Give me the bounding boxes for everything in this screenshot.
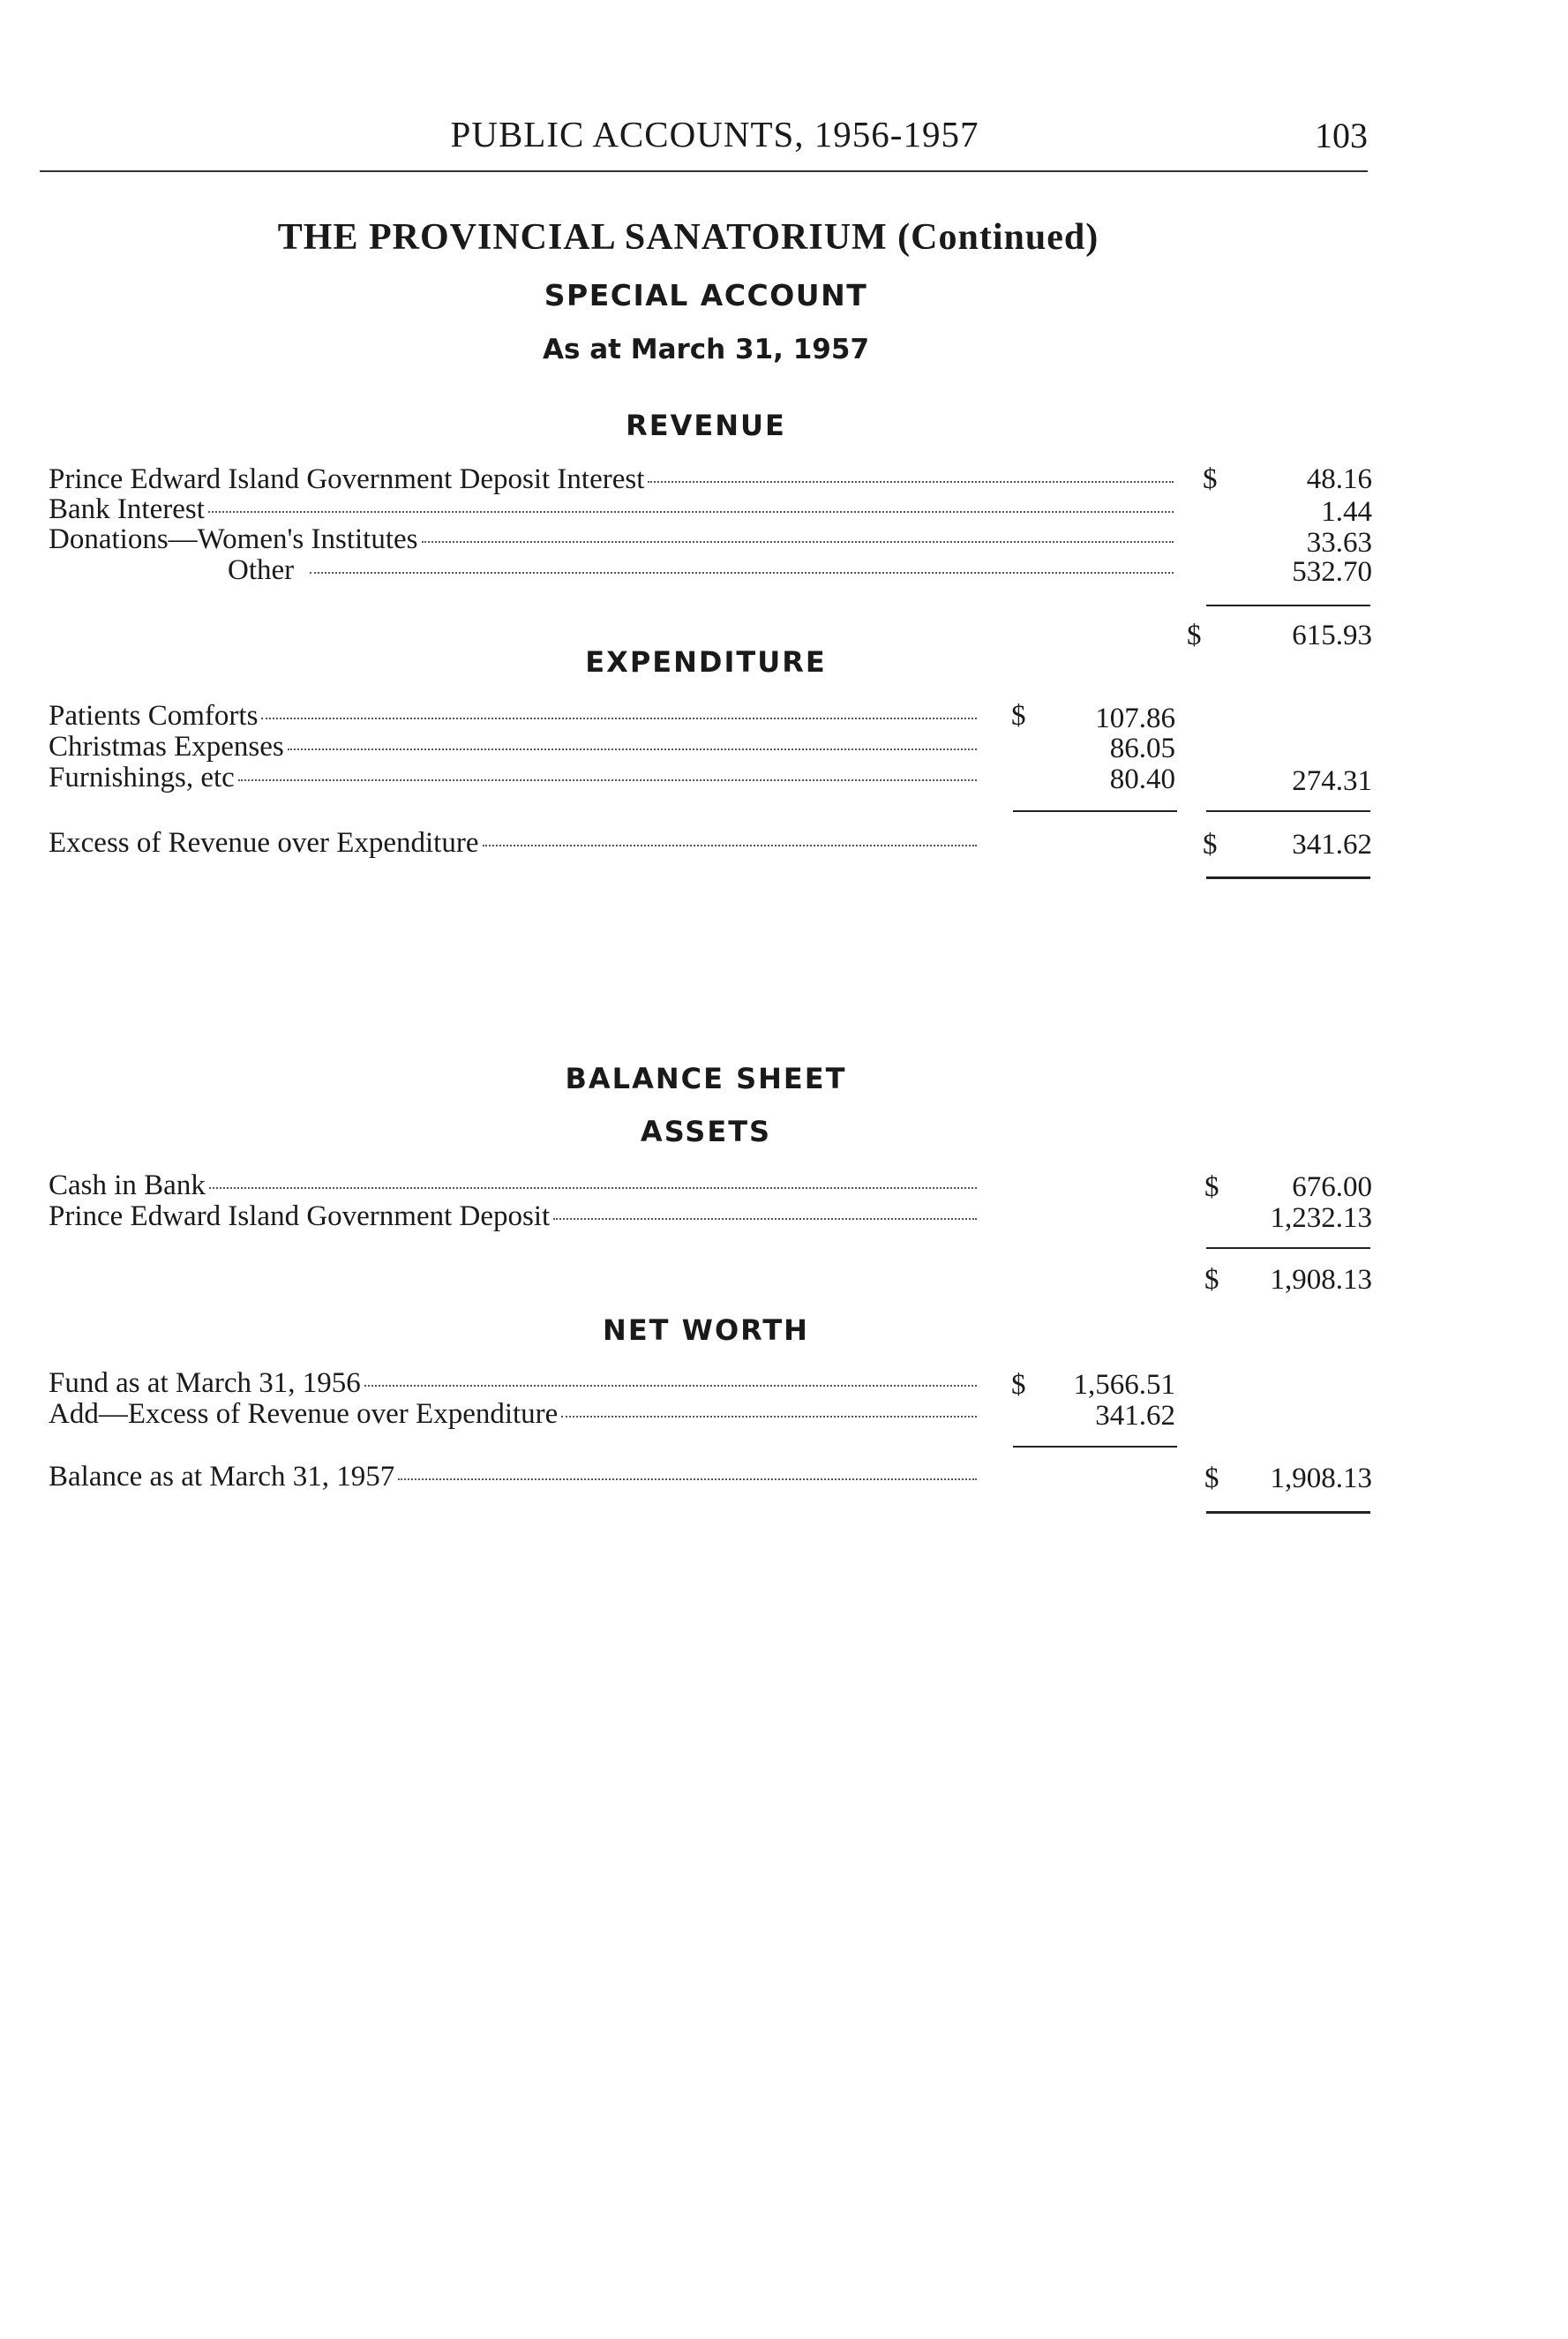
section-title: THE PROVINCIAL SANATORIUM (Continued) bbox=[277, 217, 1099, 258]
assets-total-currency: $ bbox=[1204, 1264, 1219, 1296]
expenditure-total: 274.31 bbox=[1292, 765, 1372, 797]
revenue-total: 615.93 bbox=[1292, 620, 1372, 651]
page-number: 103 bbox=[1315, 116, 1368, 155]
revenue-amount: 48.16 bbox=[1306, 463, 1372, 495]
revenue-amount: 532.70 bbox=[1292, 556, 1372, 588]
net-worth-amount: 341.62 bbox=[1095, 1400, 1175, 1432]
excess-amount: 341.62 bbox=[1292, 829, 1372, 861]
revenue-heading: REVENUE bbox=[626, 409, 786, 442]
expenditure-amount: 86.05 bbox=[1109, 733, 1175, 764]
net-worth-currency: $ bbox=[1011, 1369, 1026, 1401]
subtotal-rule bbox=[1013, 1446, 1177, 1448]
asset-currency: $ bbox=[1204, 1171, 1219, 1203]
expenditure-row-label: Furnishings, etc bbox=[49, 762, 235, 793]
leader-dots bbox=[648, 480, 1174, 483]
leader-dots bbox=[553, 1217, 977, 1220]
expenditure-currency: $ bbox=[1011, 700, 1026, 732]
leader-dots bbox=[422, 540, 1174, 543]
leader-dots bbox=[208, 510, 1174, 513]
leader-dots bbox=[364, 1384, 977, 1387]
assets-heading: ASSETS bbox=[640, 1115, 772, 1148]
revenue-total-currency: $ bbox=[1187, 620, 1202, 651]
asset-amount: 1,232.13 bbox=[1270, 1202, 1372, 1234]
balance-label: Balance as at March 31, 1957 bbox=[49, 1461, 395, 1493]
leader-dots bbox=[209, 1186, 977, 1189]
leader-dots bbox=[310, 571, 1174, 574]
subtotal-rule bbox=[1206, 810, 1370, 812]
expenditure-row-label: Patients Comforts bbox=[49, 700, 259, 732]
expenditure-row-label: Christmas Expenses bbox=[49, 731, 284, 763]
leader-dots bbox=[483, 844, 978, 846]
page-header-title: PUBLIC ACCOUNTS, 1956-1957 bbox=[450, 114, 979, 154]
expenditure-amount: 80.40 bbox=[1109, 763, 1175, 795]
assets-total: 1,908.13 bbox=[1270, 1264, 1372, 1296]
section-date: As at March 31, 1957 bbox=[542, 334, 870, 365]
leader-dots bbox=[238, 778, 977, 781]
leader-dots bbox=[261, 717, 977, 719]
net-worth-row-label: Add—Excess of Revenue over Expenditure bbox=[49, 1398, 559, 1430]
revenue-amount: 1.44 bbox=[1321, 496, 1372, 528]
asset-row-label: Cash in Bank bbox=[49, 1170, 206, 1201]
balance-total: 1,908.13 bbox=[1270, 1463, 1372, 1494]
balance-currency: $ bbox=[1204, 1463, 1219, 1494]
revenue-row-label: Donations—Women's Institutes bbox=[49, 523, 418, 555]
subtotal-rule bbox=[1206, 1247, 1370, 1249]
net-worth-row-label: Fund as at March 31, 1956 bbox=[49, 1367, 361, 1399]
revenue-amount: 33.63 bbox=[1306, 527, 1372, 559]
asset-amount: 676.00 bbox=[1292, 1171, 1372, 1203]
revenue-row-label: Bank Interest bbox=[49, 493, 205, 525]
excess-label: Excess of Revenue over Expenditure bbox=[49, 827, 479, 859]
section-subtitle: SPECIAL ACCOUNT bbox=[544, 278, 868, 312]
total-rule bbox=[1206, 1511, 1370, 1514]
header-rule bbox=[40, 170, 1368, 172]
revenue-row-label: Other bbox=[228, 554, 295, 586]
asset-row-label: Prince Edward Island Government Deposit bbox=[49, 1200, 551, 1232]
expenditure-amount: 107.86 bbox=[1095, 703, 1175, 734]
excess-currency: $ bbox=[1203, 829, 1218, 861]
balance-sheet-heading: BALANCE SHEET bbox=[565, 1062, 847, 1095]
revenue-row-label: Prince Edward Island Government Deposit Interest bbox=[49, 463, 645, 495]
net-worth-amount: 1,566.51 bbox=[1073, 1369, 1175, 1401]
revenue-currency: $ bbox=[1203, 463, 1218, 495]
leader-dots bbox=[561, 1415, 977, 1418]
leader-dots bbox=[398, 1478, 977, 1480]
leader-dots bbox=[288, 748, 977, 750]
total-rule bbox=[1206, 876, 1370, 879]
expenditure-heading: EXPENDITURE bbox=[585, 645, 827, 679]
net-worth-heading: NET WORTH bbox=[603, 1313, 809, 1347]
subtotal-rule bbox=[1206, 605, 1370, 606]
subtotal-rule bbox=[1013, 810, 1177, 812]
